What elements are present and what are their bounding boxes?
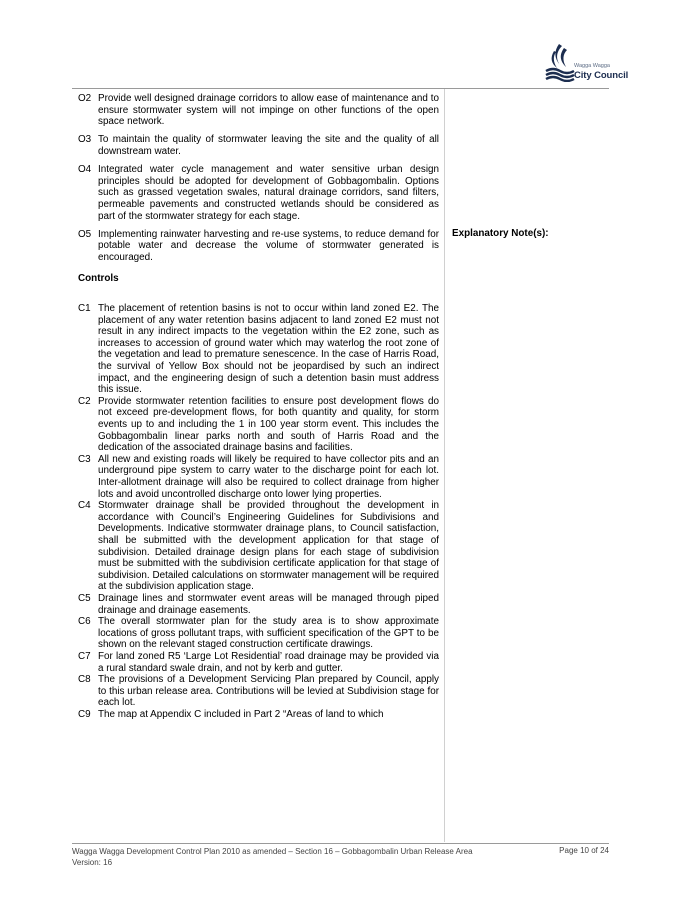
footer-document-title: Wagga Wagga Development Control Plan 2010 as amended – Section 16 – Gobbagombalin Urban Release Area xyxy=(72,847,473,856)
control-c8 xyxy=(78,674,439,709)
page-number: Page 10 of 24 xyxy=(559,846,609,855)
control-text: For land zoned R5 ‘Large Lot Residential’ road drainage may be provided via a rural standard swale drain, and not by kerb and gutter. xyxy=(98,650,439,674)
control-c3 xyxy=(78,454,439,500)
control-c7 xyxy=(78,651,439,674)
objective-number: O3 xyxy=(78,134,92,146)
council-logo-icon xyxy=(545,42,575,82)
header-divider xyxy=(72,88,609,89)
control-number: C8 xyxy=(78,674,91,686)
control-number: C2 xyxy=(78,395,91,407)
control-text: The provisions of a Development Servicing Plan prepared by Council, apply to this urban release area. Contributions will be levied at Subdivision stage for each lot. xyxy=(98,674,439,709)
explanatory-notes-label: Explanatory Note(s): xyxy=(452,228,549,239)
control-number: C3 xyxy=(78,453,91,465)
control-text: Stormwater drainage shall be provided throughout the development in accordance with Council’s Engineering Guidelines for Subdivisions and Developments. Indicative stormwater drainage plans, to Council satisfaction, shall be submitted with the development application for that stage of subdivision. Detailed drainage design plans for each stage of subdivision must be submitted with the subdivision certificate application for that stage of subdivision. Detailed calculations on stormwater management will be required at the subdivision application stage. xyxy=(98,500,439,593)
control-number: C6 xyxy=(78,616,91,628)
control-c6 xyxy=(78,616,439,651)
footer-text xyxy=(72,846,473,868)
objective-text: To maintain the quality of stormwater leaving the site and the quality of all downstream water. xyxy=(98,134,439,157)
control-c5 xyxy=(78,593,439,616)
control-number: C7 xyxy=(78,650,91,662)
control-c2 xyxy=(78,396,439,454)
control-text: The map at Appendix C included in Part 2 “Areas of land to which xyxy=(98,708,384,720)
control-number: C9 xyxy=(78,708,91,720)
footer-version: Version: 16 xyxy=(72,858,113,867)
control-text: The overall stormwater plan for the study area is to show approximate locations of gross pollutant traps, with sufficient specification of the GPT to be shown on the relevant staged construction certificate drawings. xyxy=(98,616,439,651)
column-divider xyxy=(444,89,445,842)
control-text: All new and existing roads will likely be required to have collector pits and an underground pipe system to carry water to the discharge point for each lot. Inter-allotment drainage will also be required to collect drainage from higher lots and avoid uncontrolled discharge onto lower lying properties. xyxy=(98,453,439,500)
control-c9 xyxy=(78,709,439,721)
control-text: The placement of retention basins is not to occur within land zoned E2. The placement of any water retention basins adjacent to land zoned E2 must not result in any indirect impacts to the vegetation within the E2 zone, such as increases to accession of ground water which may waterlog the root zone of the vegetation and lead to premature senescence. In the case of Harris Road, the survival of Yellow Box should not be jeopardised by such an indirect impact, and the engineering design of such a detention basin must address this issue. xyxy=(98,303,439,396)
council-logo xyxy=(541,40,641,84)
objective-number: O4 xyxy=(78,164,92,176)
control-c1 xyxy=(78,303,439,396)
objective-text: Provide well designed drainage corridors to allow ease of maintenance and to ensure stormwater system will not impinge on other functions of the open space network. xyxy=(98,93,439,128)
control-number: C5 xyxy=(78,592,91,604)
objective-o5 xyxy=(78,229,439,264)
control-c4 xyxy=(78,500,439,593)
control-text: Provide stormwater retention facilities to ensure post development flows do not exceed pre-development flows, for both quantity and quality, for storm events up to and including the 1 in 100 year storm event. This includes the Gobbagombalin linear parks north and south of Harris Road and the dedication of the associated drainage basins and facilities. xyxy=(98,395,439,454)
logo-name: City Council xyxy=(574,70,629,81)
objective-number: O2 xyxy=(78,93,92,104)
objective-o3 xyxy=(78,134,439,157)
objective-text: Integrated water cycle management and water sensitive urban design principles should be adopted for development of Gobbagombalin. Options such as grassed vegetation swales, natural drainage corridors, sand filters, permeable pavements and constructed wetlands should be considered as part of the stormwater strategy for each stage. xyxy=(98,164,439,222)
controls-heading: Controls xyxy=(78,272,119,284)
objective-number: O5 xyxy=(78,228,92,240)
control-number: C1 xyxy=(78,303,91,315)
objective-o2 xyxy=(78,93,439,128)
main-column xyxy=(78,93,439,720)
control-text: Drainage lines and stormwater event areas will be managed through piped drainage and drainage easements. xyxy=(98,592,439,616)
objective-text: Implementing rainwater harvesting and re-use systems, to reduce demand for potable water and decrease the volume of stormwater generated is encouraged. xyxy=(98,228,439,263)
footer-divider xyxy=(72,843,609,844)
objective-o4 xyxy=(78,164,439,222)
control-number: C4 xyxy=(78,500,91,512)
logo-small-text: Wagga Wagga xyxy=(574,63,610,69)
